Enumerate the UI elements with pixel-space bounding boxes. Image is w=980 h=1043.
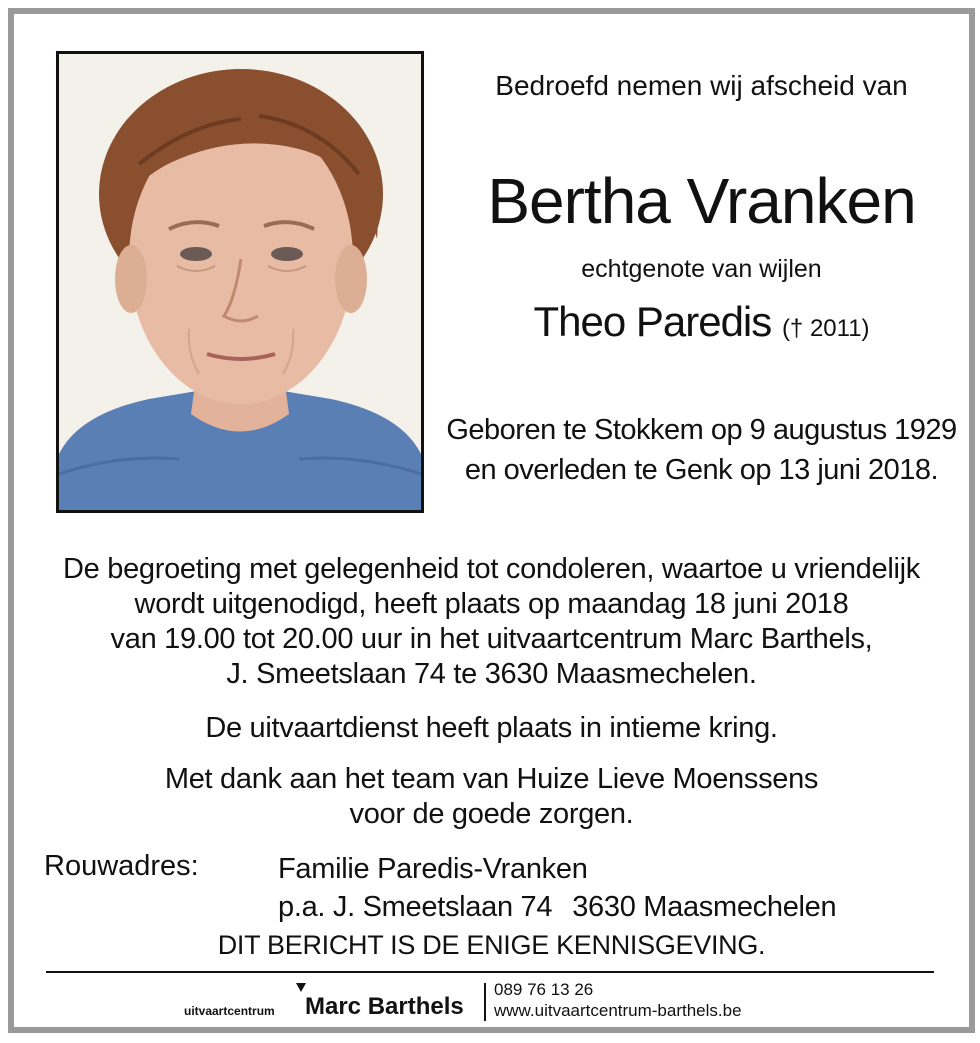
footer-contact: [494, 979, 742, 1021]
deceased-name: Bertha Vranken: [487, 165, 916, 237]
intro-text: Bedroefd nemen wij afscheid van: [495, 70, 908, 101]
address-street: p.a. J. Smeetslaan 74: [278, 891, 553, 923]
address-block: [278, 850, 836, 926]
spouse-death-year: († 2011): [781, 315, 870, 342]
condolence-line: van 19.00 tot 20.00 uur in het uitvaartcentrum Marc Barthels,: [110, 623, 873, 655]
condolence-paragraph: [14, 552, 969, 692]
spouse-label: echtgenote van wijlen: [581, 255, 822, 283]
thanks-paragraph: [14, 762, 969, 832]
address-family: Familie Paredis-Vranken: [278, 853, 588, 885]
spouse-line: [434, 298, 969, 346]
logo-brand: Marc Barthels: [305, 993, 464, 1020]
address-label: Rouwadres:: [44, 850, 199, 882]
footer-divider: [46, 971, 934, 973]
address-city: 3630 Maasmechelen: [572, 891, 837, 923]
obituary-card: [8, 8, 975, 1033]
logo-triangle-icon: [296, 983, 306, 992]
notice-text: DIT BERICHT IS DE ENIGE KENNISGEVING.: [217, 930, 766, 960]
address-street-line: [278, 888, 836, 926]
thanks-line: Met dank aan het team van Huize Lieve Moenssens: [164, 763, 819, 795]
condolence-line: De begroeting met gelegenheid tot condoleren, waartoe u vriendelijk: [63, 553, 920, 585]
footer-phone: 089 76 13 26: [494, 980, 594, 999]
portrait-illustration: [59, 54, 421, 510]
condolence-line: wordt uitgenodigd, heeft plaats op maandag 18 juni 2018: [134, 588, 849, 620]
footer-separator: [484, 983, 486, 1021]
funeral-home-logo: [184, 981, 479, 1025]
thanks-line: voor de goede zorgen.: [349, 798, 634, 830]
portrait-photo: [56, 51, 424, 513]
death-line: en overleden te Genk op 13 juni 2018.: [464, 454, 939, 486]
footer-website[interactable]: www.uitvaartcentrum-barthels.be: [494, 1001, 742, 1020]
service-text: De uitvaartdienst heeft plaats in intieme kring.: [205, 712, 778, 744]
logo-small-label: uitvaartcentrum: [184, 1004, 275, 1018]
condolence-line: J. Smeetslaan 74 te 3630 Maasmechelen.: [226, 658, 757, 690]
spouse-name: Theo Paredis: [533, 298, 772, 345]
birth-line: Geboren te Stokkem op 9 augustus 1929: [446, 414, 957, 446]
